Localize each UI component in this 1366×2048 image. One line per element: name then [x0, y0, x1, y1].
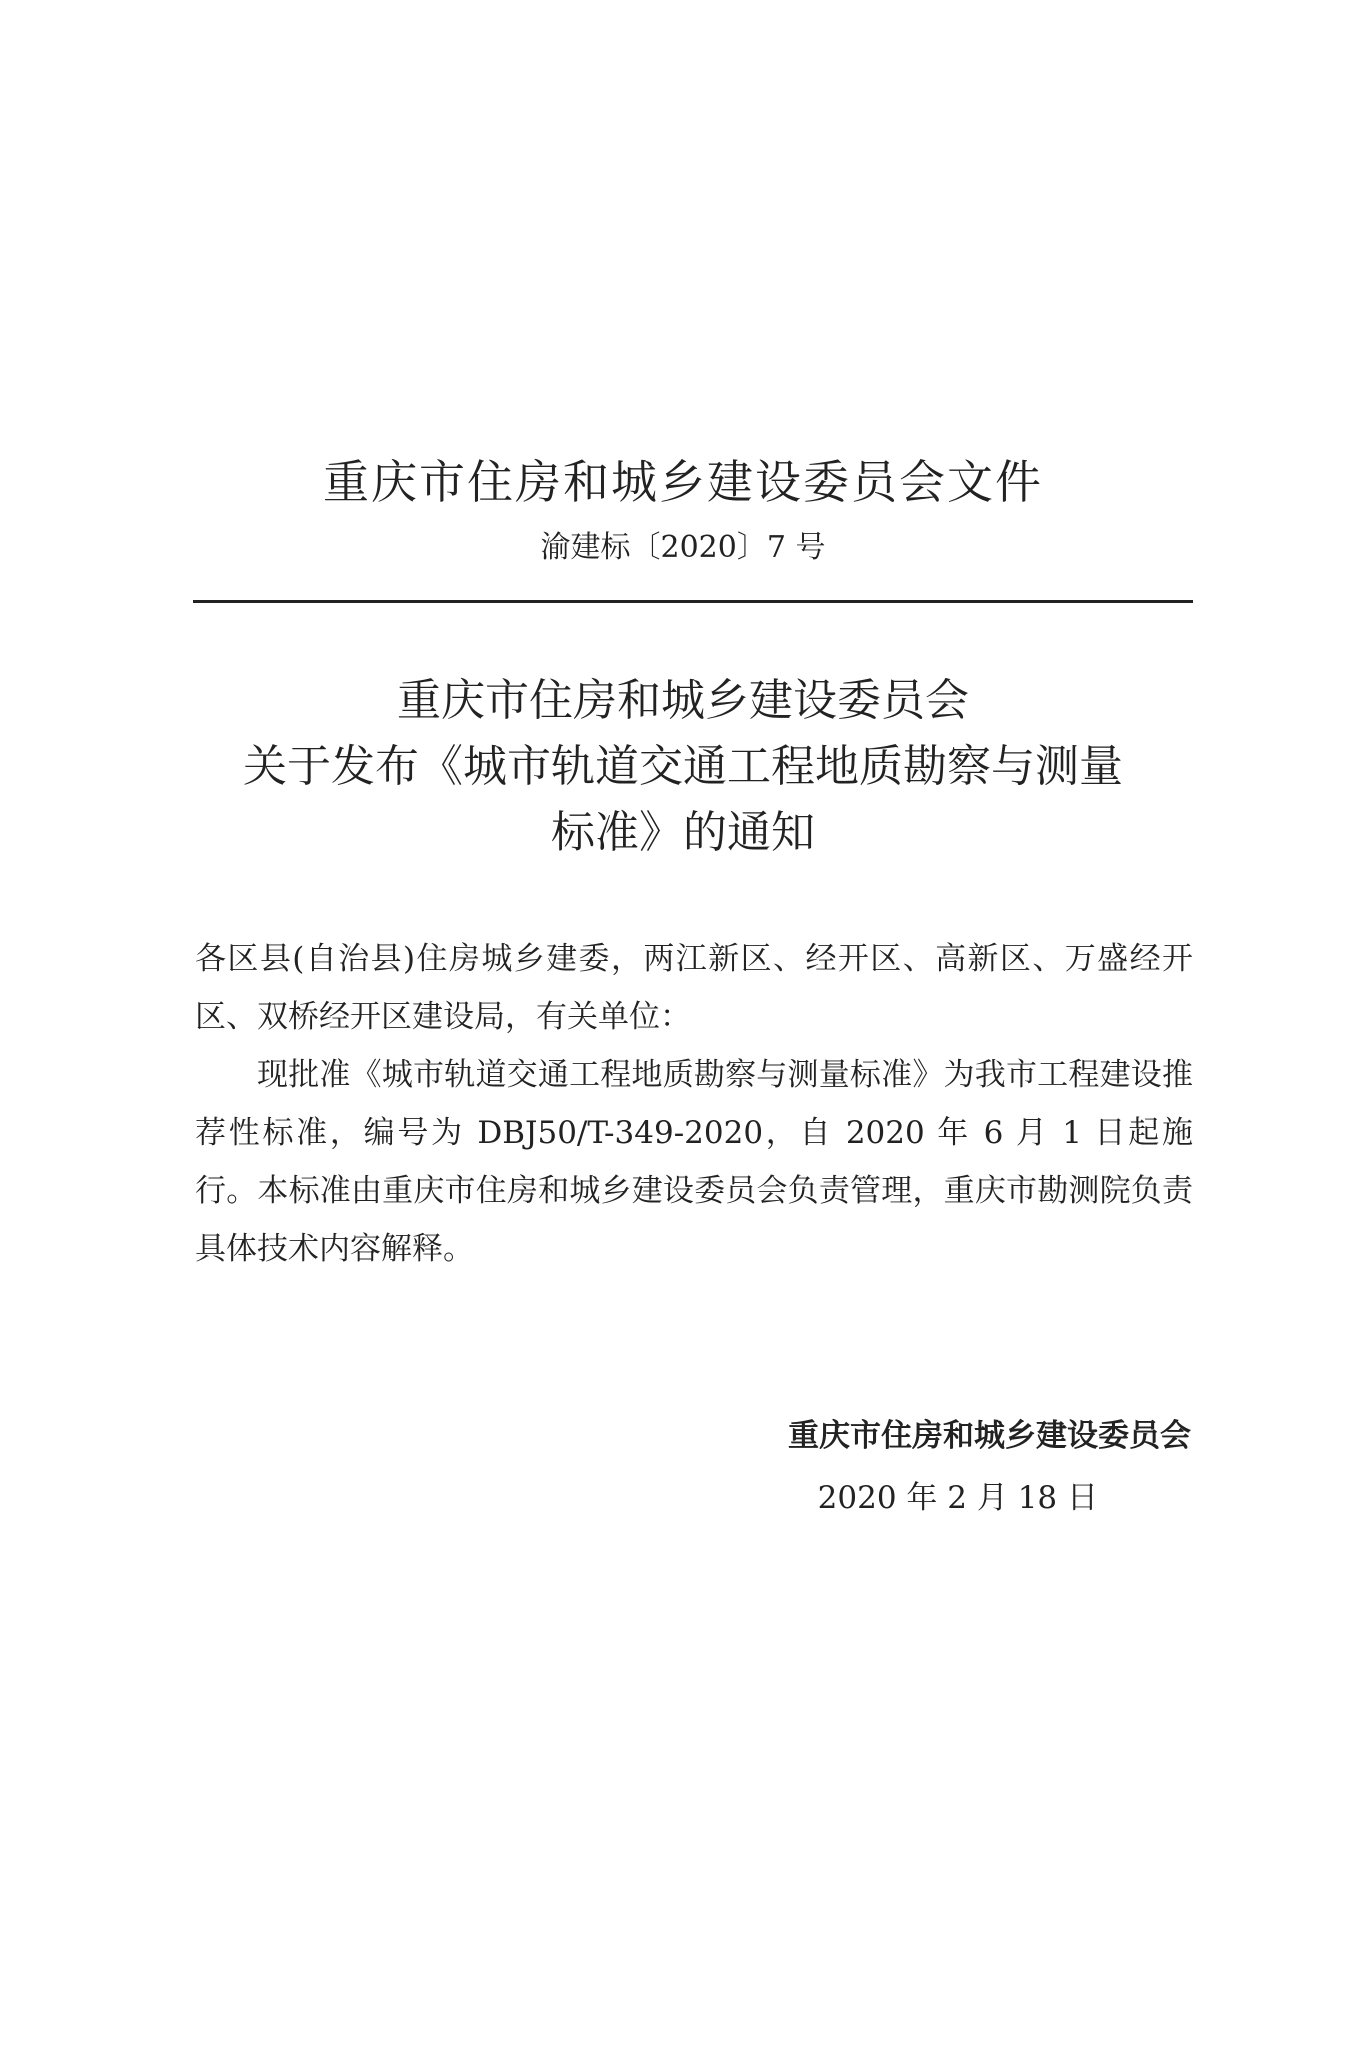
notice-title-line: 重庆市住房和城乡建设委员会 — [397, 675, 969, 726]
issuer-title: 重庆市住房和城乡建设委员会文件 — [323, 455, 1043, 509]
document-number: 渝建标〔2020〕7 号 — [540, 530, 826, 565]
signature-date: 2020 年 2 月 18 日 — [817, 1480, 1098, 1516]
main-paragraph: 现批准《城市轨道交通工程地质勘察与测量标准》为我市工程建设推荐性标准，编号为 DBJ50/T-349-2020，自 2020 年 6 月 1 日起施行。本标准由重庆市住房和城乡建设委员会负责管理，重庆市勘测院负责具体技术内容解释。 — [195, 1057, 1193, 1267]
addressee-paragraph: 各区县(自治县)住房城乡建委，两江新区、经开区、高新区、万盛经开区、双桥经开区建设局，有关单位： — [195, 941, 1193, 1035]
notice-title-line: 关于发布《城市轨道交通工程地质勘察与测量 — [243, 741, 1123, 792]
notice-title-line: 标准》的通知 — [551, 807, 815, 858]
header-divider — [193, 600, 1193, 603]
notice-title — [200, 668, 1166, 866]
signature-organization: 重庆市住房和城乡建设委员会 — [788, 1418, 1191, 1454]
